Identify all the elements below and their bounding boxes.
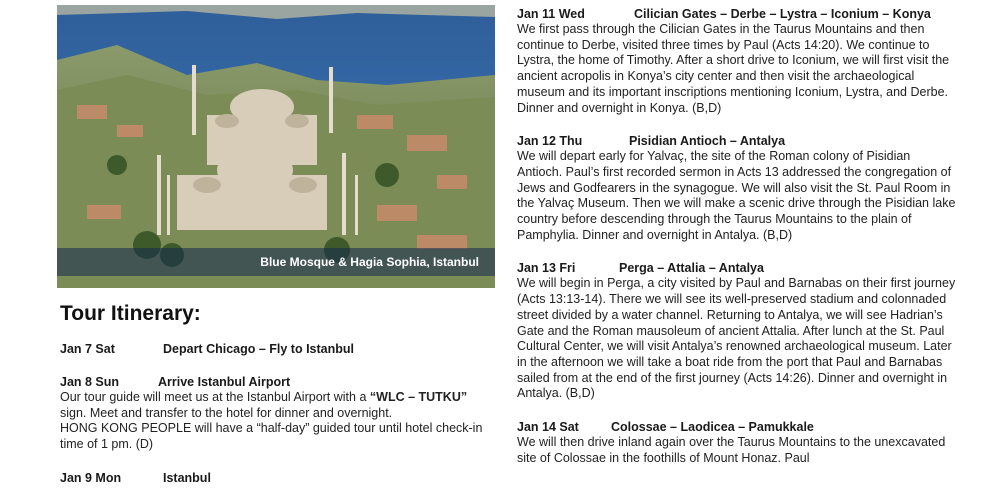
day-heading [60, 374, 496, 390]
city-photo [57, 5, 495, 288]
itinerary-day [517, 260, 957, 402]
day-title: Arrive Istanbul Airport [158, 375, 291, 389]
day-title: Perga – Attalia – Antalya [619, 261, 764, 276]
day-date: Jan 8 Sun [60, 375, 120, 389]
photo-caption: Blue Mosque & Hagia Sophia, Istanbul [57, 248, 495, 276]
day-heading [60, 341, 496, 357]
day-date: Jan 11 Wed [517, 7, 585, 21]
day-description [60, 421, 496, 452]
itinerary-right-column [517, 6, 957, 483]
day-heading [517, 260, 957, 276]
day-title: Depart Chicago – Fly to Istanbul [163, 342, 354, 356]
day-date: Jan 7 Sat [60, 342, 115, 356]
itinerary-day [517, 6, 957, 116]
day-description: We first pass through the Cilician Gates in the Taurus Mountains and then continue to Derbe, visited three times by Paul (Acts 14:20). We continue to Lystra, the home of Timothy. After a short drive to Iconium, we will first visit the ancient acropolis in Konya’s city center and then visit the archaeological museum and its important inscriptions mentioning Iconium, Lystra, and Derbe. Dinner and overnight in Konya. (B,D) [517, 22, 950, 115]
day-date: Jan 9 Mon [60, 470, 122, 485]
day-date: Jan 12 Thu [517, 134, 583, 149]
day-description [60, 390, 496, 421]
itinerary-day [60, 470, 496, 486]
text-segment: HONG KONG PEOPLE will have a “half-day” guided tour until hotel check-in time of 1 pm. (D) [60, 421, 483, 452]
day-date: Jan 14 Sat [517, 420, 579, 435]
itinerary-day [60, 374, 496, 453]
day-description: We will depart early for Yalvaç, the site of the Roman colony of Pisidian Antioch. Paul’s first recorded sermon in Acts 13 addressed the congregation of Jews and Godfearers in the synagogue. We will also visit the St. Paul Room in the Yalvaç Museum. Then we will make a scenic drive through the Pisidian lake country before descending through the Taurus Mountains to the plain of Pamphylia. Dinner and overnight in Antalya. (B,D) [517, 149, 956, 242]
text-segment: Our tour guide will meet us at the Istanbul Airport with a [60, 390, 370, 404]
day-title: Cilician Gates – Derbe – Lystra – Iconium – Konya [634, 7, 931, 21]
day-description: We will then drive inland again over the Taurus Mountains to the unexcavated site of Colossae in the foothills of Mount Honaz. Paul [517, 435, 946, 465]
tour-itinerary-heading: Tour Itinerary: [60, 302, 201, 325]
itinerary-day [60, 341, 496, 357]
day-heading [517, 133, 957, 149]
day-heading [60, 470, 496, 486]
day-title: Pisidian Antioch – Antalya [629, 134, 786, 149]
day-heading [517, 419, 957, 435]
itinerary-day [517, 133, 957, 243]
day-title: Colossae – Laodicea – Pamukkale [611, 420, 814, 435]
day-heading [517, 6, 957, 22]
sign-text: “WLC – TUTKU” [369, 390, 468, 404]
text-segment: sign. Meet and transfer to the hotel for dinner and overnight. [60, 405, 393, 420]
day-description: We will begin in Perga, a city visited by Paul and Barnabas on their first journey (Acts 13:13-14). There we will see its well-preserved stadium and colonnaded street divided by a water channel. Returning to Antalya, we will see Hadrian’s Gate and the Roman mausoleum of ancient Attalia. After lunch at the St. Paul Cultural Center, we will visit Antalya’s renowned archaeological museum. Later in the afternoon we will take a boat ride from the port that Paul and Barnabas sailed from at the end of the first journey (Acts 14:26). Dinner and overnight in Antalya. (B,D) [517, 276, 956, 401]
istanbul-aerial-illustration [57, 5, 495, 288]
itinerary-left-column [60, 341, 496, 503]
day-title: Istanbul [163, 470, 211, 485]
day-date: Jan 13 Fri [517, 261, 576, 276]
itinerary-day [517, 419, 957, 466]
